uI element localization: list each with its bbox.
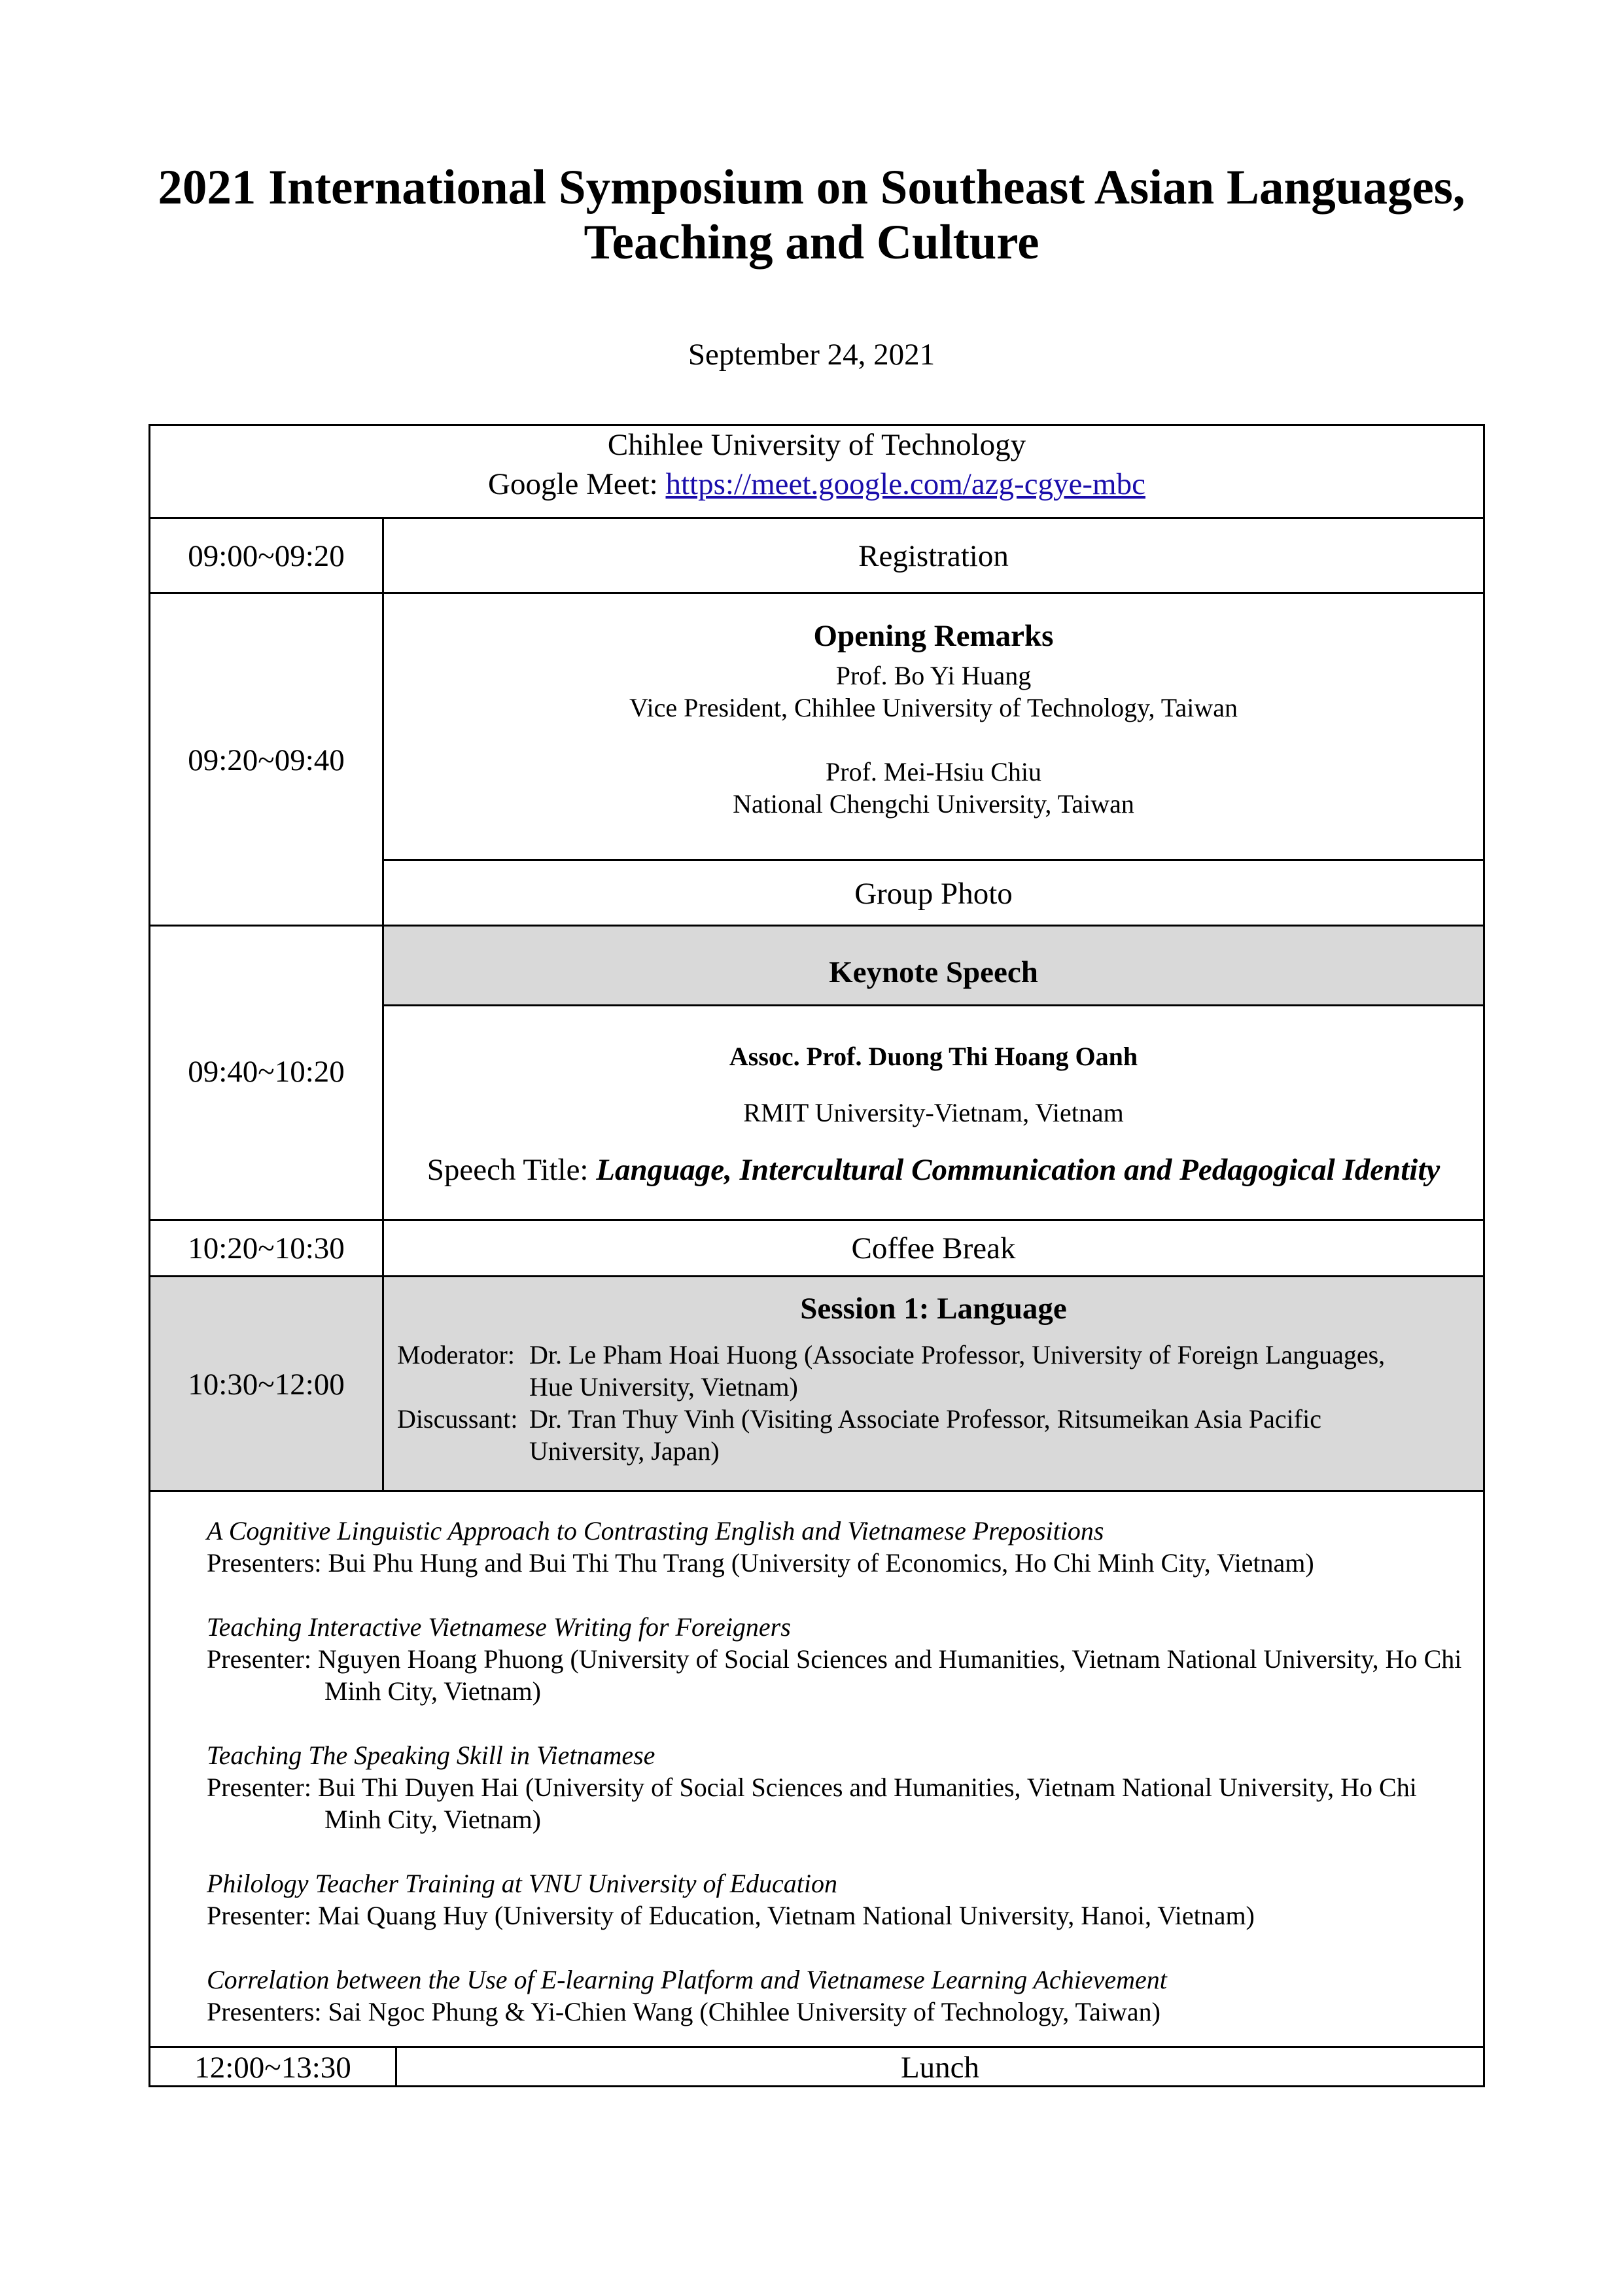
paper-presenters: Presenters: Bui Phu Hung and Bui Thi Thu Trang (University of Economics, Ho Chi Minh City, Vietnam) bbox=[207, 1548, 1314, 1578]
coffee-time: 10:20~10:30 bbox=[188, 1231, 345, 1265]
lunch-label: Lunch bbox=[900, 2051, 980, 2085]
paper-item bbox=[207, 1739, 1463, 1835]
speech-title-text: Language, Intercultural Communication and Pedagogical Identity bbox=[596, 1153, 1440, 1187]
session1-heading: Session 1: Language bbox=[800, 1292, 1067, 1326]
session1-moderator bbox=[397, 1339, 1476, 1467]
moderator-line-2: Hue University, Vietnam) bbox=[529, 1372, 798, 1402]
paper-item bbox=[207, 1964, 1463, 2028]
title-line-2: Teaching and Culture bbox=[584, 215, 1039, 270]
paper-item bbox=[207, 1515, 1463, 1579]
paper-presenters: Presenter: Nguyen Hoang Phuong (University of Social Sciences and Humanities, Vietnam National University, Ho Chi Minh City, Vietnam) bbox=[207, 1644, 1462, 1706]
meet-label: Google Meet: bbox=[488, 467, 666, 501]
paper-list bbox=[207, 1515, 1463, 2028]
paper-title: Philology Teacher Training at VNU University of Education bbox=[207, 1869, 838, 1898]
event-date: September 24, 2021 bbox=[688, 338, 935, 372]
paper-title: A Cognitive Linguistic Approach to Contrasting English and Vietnamese Prepositions bbox=[207, 1516, 1104, 1545]
discussant-line-2: University, Japan) bbox=[529, 1436, 720, 1466]
moderator-label: Moderator: bbox=[397, 1340, 515, 1369]
page-title bbox=[0, 160, 1623, 270]
registration-time: 09:00~09:20 bbox=[188, 539, 345, 573]
session1-time: 10:30~12:00 bbox=[188, 1368, 345, 1402]
moderator-line-1: Dr. Le Pham Hoai Huong (Associate Professor, University of Foreign Languages, bbox=[529, 1340, 1386, 1369]
coffee-label: Coffee Break bbox=[851, 1231, 1016, 1265]
opening-speaker1-affil: Vice President, Chihlee University of Technology, Taiwan bbox=[629, 693, 1238, 722]
opening-speaker1-name: Prof. Bo Yi Huang bbox=[835, 661, 1032, 690]
venue-name: Chihlee University of Technology bbox=[607, 428, 1026, 462]
venue-cell bbox=[150, 425, 1483, 504]
opening-heading: Opening Remarks bbox=[813, 619, 1054, 653]
speech-title-label: Speech Title: bbox=[427, 1153, 597, 1187]
paper-title: Teaching Interactive Vietnamese Writing for Foreigners bbox=[207, 1612, 791, 1642]
paper-presenters: Presenters: Sai Ngoc Phung & Yi-Chien Wang (Chihlee University of Technology, Taiwan) bbox=[207, 1997, 1161, 2026]
paper-title: Correlation between the Use of E-learning Platform and Vietnamese Learning Achievement bbox=[207, 1965, 1167, 1994]
meet-line bbox=[150, 465, 1483, 504]
opening-speaker2-affil: National Chengchi University, Taiwan bbox=[733, 789, 1134, 819]
paper-presenters: Presenter: Bui Thi Duyen Hai (University of Social Sciences and Humanities, Vietnam National University, Ho Chi Minh City, Vietnam) bbox=[207, 1773, 1417, 1834]
discussant-label: Discussant: bbox=[397, 1404, 518, 1434]
paper-title: Teaching The Speaking Skill in Vietnamese bbox=[207, 1740, 655, 1770]
paper-item bbox=[207, 1867, 1463, 1932]
paper-item bbox=[207, 1611, 1463, 1707]
lunch-time: 12:00~13:30 bbox=[194, 2051, 351, 2085]
keynote-speech-title bbox=[384, 1150, 1483, 1190]
keynote-time: 09:40~10:20 bbox=[188, 1055, 345, 1089]
opening-remarks-cell bbox=[384, 616, 1483, 820]
title-line-1: 2021 International Symposium on Southeast Asian Languages, bbox=[158, 160, 1465, 215]
keynote-affil: RMIT University-Vietnam, Vietnam bbox=[743, 1098, 1124, 1127]
registration-label: Registration bbox=[858, 539, 1009, 573]
keynote-speaker: Assoc. Prof. Duong Thi Hoang Oanh bbox=[729, 1042, 1138, 1071]
meet-link[interactable]: https://meet.google.com/azg-cgye-mbc bbox=[665, 467, 1145, 501]
group-photo-label: Group Photo bbox=[854, 877, 1013, 911]
keynote-heading: Keynote Speech bbox=[829, 955, 1038, 989]
opening-time: 09:20~09:40 bbox=[188, 743, 345, 777]
paper-presenters: Presenter: Mai Quang Huy (University of Education, Vietnam National University, Hanoi, Vietnam) bbox=[207, 1901, 1255, 1930]
opening-speaker2-name: Prof. Mei-Hsiu Chiu bbox=[826, 757, 1041, 786]
discussant-line-1: Dr. Tran Thuy Vinh (Visiting Associate Professor, Ritsumeikan Asia Pacific bbox=[529, 1404, 1321, 1434]
